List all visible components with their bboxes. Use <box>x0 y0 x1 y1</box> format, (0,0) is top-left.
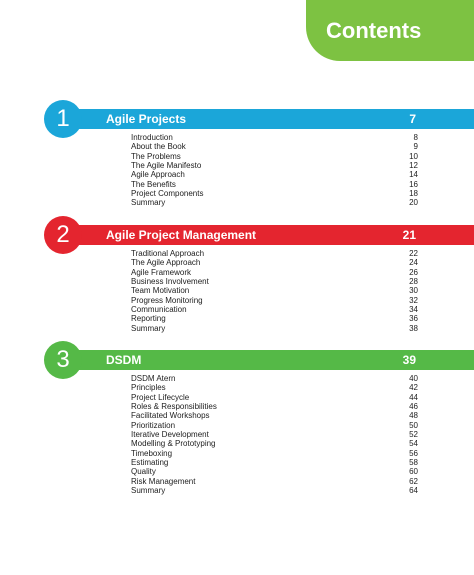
toc-entry[interactable] <box>131 477 418 486</box>
toc-entry-page: 20 <box>409 198 418 208</box>
chapter-number: 3 <box>56 346 70 373</box>
toc-entry-label: Principles <box>131 383 166 393</box>
page-title: Contents <box>326 17 422 43</box>
toc-entry-label: Summary <box>131 486 166 496</box>
toc-entry-page: 38 <box>409 323 418 333</box>
toc-entry-label: Facilitated Workshops <box>131 411 210 421</box>
toc-entry-label: Modelling & Prototyping <box>131 439 216 449</box>
toc-entry-label: Prioritization <box>131 420 176 430</box>
chapter-number: 1 <box>56 105 70 132</box>
toc-entry-label: Progress Monitoring <box>131 295 203 305</box>
toc-entry[interactable] <box>131 439 418 448</box>
toc-entry-page: 32 <box>409 295 418 305</box>
toc-entry[interactable] <box>131 133 418 142</box>
chapter-items <box>131 374 418 495</box>
toc-entry-page: 46 <box>409 402 418 412</box>
toc-entry-page: 16 <box>409 179 418 189</box>
toc-entry[interactable] <box>131 421 418 430</box>
toc-entry-label: Project Components <box>131 189 204 199</box>
toc-entry-label: Business Involvement <box>131 277 209 287</box>
toc-entry-page: 22 <box>409 249 418 258</box>
toc-entry[interactable] <box>131 189 418 198</box>
chapter-bar[interactable] <box>62 225 474 245</box>
chapter-page-number: 21 <box>402 228 416 242</box>
chapter-bar[interactable] <box>62 109 474 129</box>
toc-entry[interactable] <box>131 180 418 189</box>
toc-entry-label: Communication <box>131 305 187 315</box>
toc-entry-label: Estimating <box>131 458 169 468</box>
toc-entry-page: 18 <box>409 189 418 199</box>
toc-entry-label: Risk Management <box>131 476 196 486</box>
toc-entry[interactable] <box>131 142 418 151</box>
chapter-page-number: 7 <box>409 112 416 126</box>
toc-entry-label: Reporting <box>131 314 166 324</box>
chapter-items <box>131 133 418 208</box>
toc-entry[interactable] <box>131 249 418 258</box>
toc-entry-page: 8 <box>413 133 418 142</box>
toc-entry-page: 60 <box>409 467 418 477</box>
toc-entry[interactable] <box>131 467 418 476</box>
toc-entry-label: Agile Framework <box>131 267 192 277</box>
toc-entry[interactable] <box>131 161 418 170</box>
toc-entry-label: The Agile Manifesto <box>131 161 202 171</box>
chapter-page-number: 39 <box>402 353 416 367</box>
toc-entry-label: Timeboxing <box>131 448 173 458</box>
chapter-title: Agile Projects <box>106 112 187 126</box>
toc-entry-page: 24 <box>409 258 418 268</box>
toc-entry-label: Agile Approach <box>131 170 185 180</box>
toc-entry[interactable] <box>131 402 418 411</box>
toc-entry[interactable] <box>131 152 418 161</box>
toc-entry[interactable] <box>131 458 418 467</box>
toc-entry-label: The Benefits <box>131 179 176 189</box>
toc-entry[interactable] <box>131 296 418 305</box>
toc-entry-page: 42 <box>409 383 418 393</box>
toc-entry[interactable] <box>131 286 418 295</box>
toc-entry-label: Quality <box>131 467 156 477</box>
toc-entry-page: 48 <box>409 411 418 421</box>
chapter-number-circle <box>44 341 82 379</box>
toc-entry-label: Summary <box>131 323 166 333</box>
toc-entry-page: 44 <box>409 392 418 402</box>
chapter-items <box>131 249 418 333</box>
toc-entry-page: 54 <box>409 439 418 449</box>
chapter-number-circle <box>44 216 82 254</box>
toc-entry[interactable] <box>131 411 418 420</box>
contents-header-tab <box>306 0 474 61</box>
toc-entry-page: 34 <box>409 305 418 315</box>
toc-entry-label: Project Lifecycle <box>131 392 190 402</box>
toc-entry-label: Traditional Approach <box>131 249 205 258</box>
toc-entry-label: DSDM Atern <box>131 374 176 383</box>
toc-entry-page: 56 <box>409 448 418 458</box>
toc-entry[interactable] <box>131 305 418 314</box>
toc-entry-label: Iterative Development <box>131 430 209 440</box>
toc-entry-page: 62 <box>409 476 418 486</box>
toc-entry[interactable] <box>131 449 418 458</box>
toc-entry[interactable] <box>131 383 418 392</box>
toc-entry-label: About the Book <box>131 142 186 152</box>
toc-entry[interactable] <box>131 430 418 439</box>
toc-entry-label: Summary <box>131 198 166 208</box>
chapter-number-circle <box>44 100 82 138</box>
toc-entry[interactable] <box>131 258 418 267</box>
toc-entry-page: 30 <box>409 286 418 296</box>
chapter-title: DSDM <box>106 353 142 367</box>
toc-entry-page: 9 <box>413 142 418 152</box>
toc-entry-label: The Agile Approach <box>131 258 201 268</box>
toc-entry-page: 64 <box>409 486 418 496</box>
toc-entry-page: 52 <box>409 430 418 440</box>
toc-entry-page: 10 <box>409 151 418 161</box>
toc-entry-page: 50 <box>409 420 418 430</box>
toc-entry[interactable] <box>131 198 418 207</box>
toc-entry[interactable] <box>131 314 418 323</box>
toc-entry-page: 26 <box>409 267 418 277</box>
toc-entry[interactable] <box>131 268 418 277</box>
toc-entry-label: The Problems <box>131 151 181 161</box>
toc-entry[interactable] <box>131 374 418 383</box>
toc-entry[interactable] <box>131 170 418 179</box>
toc-entry-page: 40 <box>409 374 418 383</box>
toc-entry-page: 28 <box>409 277 418 287</box>
toc-entry-page: 58 <box>409 458 418 468</box>
chapter-bar[interactable] <box>62 350 474 370</box>
toc-entry-label: Roles & Responsibilities <box>131 402 217 412</box>
chapter-title: Agile Project Management <box>106 228 257 242</box>
chapter-number: 2 <box>56 221 70 248</box>
toc-entry-label: Introduction <box>131 133 173 142</box>
toc-entry[interactable] <box>131 277 418 286</box>
toc-entry-page: 12 <box>409 161 418 171</box>
toc-entry-label: Team Motivation <box>131 286 190 296</box>
toc-entry[interactable] <box>131 324 418 333</box>
toc-entry[interactable] <box>131 486 418 495</box>
toc-entry-page: 14 <box>409 170 418 180</box>
toc-entry[interactable] <box>131 393 418 402</box>
toc-entry-page: 36 <box>409 314 418 324</box>
